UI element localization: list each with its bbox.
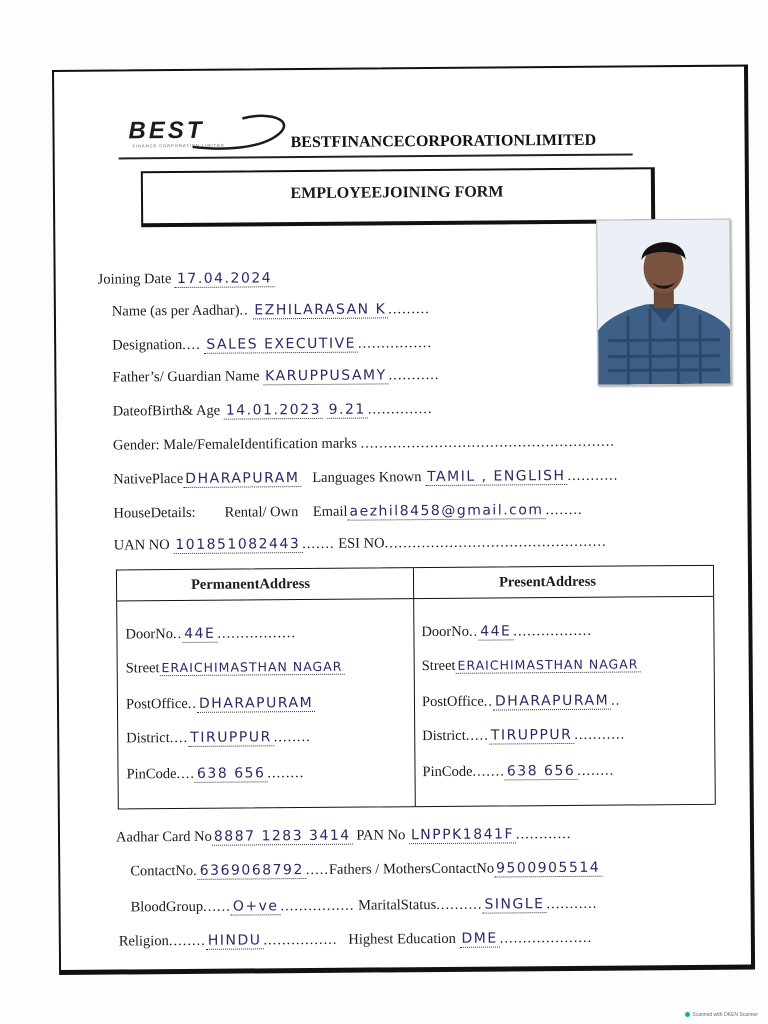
- person-photo-icon: [597, 220, 730, 385]
- religion-education-row: Religion........ HINDU ................ Highest Education DME ....................: [118, 929, 593, 950]
- perm-post-value[interactable]: DHARAPURAM: [197, 695, 315, 713]
- form-title-box: [141, 167, 655, 227]
- pres-door-row: DoorNo.. 44E .................: [421, 622, 593, 641]
- email-value[interactable]: aezhil8458@gmail.com: [347, 502, 545, 521]
- perm-pin-label: PinCode: [126, 766, 177, 783]
- perm-street-value[interactable]: ERAICHIMASTHAN NAGAR: [159, 659, 344, 676]
- joining-date-value[interactable]: 17.04.2024: [175, 270, 274, 288]
- logo-text: BEST: [128, 116, 205, 145]
- address-table: [116, 565, 716, 810]
- gender-label: Gender:: [112, 437, 160, 454]
- pres-post-row: PostOffice.. DHARAPURAM ..: [421, 692, 621, 711]
- uan-esi-row: UAN NO 101851082443 ....... ESI NO................................................: [113, 533, 607, 554]
- native-place-label: NativePlace: [113, 470, 184, 488]
- religion-value[interactable]: HINDU: [206, 932, 264, 949]
- joining-date-label: Joining Date: [97, 271, 172, 288]
- uan-value[interactable]: 101851082443: [173, 536, 302, 554]
- pres-post-label: PostOffice: [421, 693, 484, 711]
- present-address-header: PresentAddress: [498, 573, 597, 591]
- parent-contact-value[interactable]: 9500905514: [494, 860, 602, 878]
- marital-value[interactable]: SINGLE: [482, 896, 546, 914]
- esi-label: ESI NO: [338, 535, 385, 552]
- perm-post-label: PostOffice: [125, 695, 188, 713]
- languages-value[interactable]: TAMIL , ENGLISH: [425, 468, 568, 486]
- house-email-row: HouseDetails: Rental/ Own Email aezhil8458@gmail.com ........: [113, 501, 583, 522]
- email-label: Email: [312, 503, 348, 520]
- permanent-address-header: PermanentAddress: [190, 575, 311, 593]
- pres-district-label: District: [422, 727, 466, 745]
- perm-pin-value[interactable]: 638 656: [195, 765, 268, 783]
- perm-street-label: Street: [125, 660, 160, 677]
- father-name-label: Father’s/ Guardian Name: [112, 368, 260, 386]
- perm-door-label: DoorNo: [125, 626, 174, 643]
- scanner-stamp-text: Scanned with OKEN Scanner: [692, 1012, 758, 1018]
- contact-value[interactable]: 6369068792: [198, 862, 306, 880]
- form-page: [52, 65, 755, 975]
- father-name-value[interactable]: KARUPPUSAMY: [263, 367, 389, 385]
- dob-value[interactable]: 14.01.2023: [224, 402, 323, 420]
- dob-label: DateofBirth& Age: [112, 402, 221, 420]
- education-value[interactable]: DME: [459, 931, 499, 948]
- parent-contact-label: Fathers / MothersContactNo: [328, 860, 495, 878]
- pres-pin-row: PinCode....... 638 656 ........: [422, 762, 615, 781]
- perm-door-row: DoorNo.. 44E .................: [125, 625, 297, 643]
- perm-post-row: PostOffice.. DHARAPURAM: [126, 695, 315, 713]
- company-logo: [122, 112, 290, 153]
- pres-street-value[interactable]: ERAICHIMASTHAN NAGAR: [455, 656, 640, 673]
- blood-group-value[interactable]: O+ve: [231, 898, 281, 915]
- pres-pin-label: PinCode: [422, 763, 473, 781]
- pres-door-value[interactable]: 44E: [478, 623, 513, 640]
- pan-value[interactable]: LNPPK1841F: [409, 826, 516, 844]
- company-name: BESTFINANCECORPORATIONLIMITED: [290, 131, 597, 152]
- contact-label: ContactNo: [130, 862, 194, 880]
- perm-district-value[interactable]: TIRUPPUR: [188, 729, 274, 747]
- perm-street-row: [126, 659, 345, 678]
- house-details-label: HouseDetails:: [113, 504, 196, 522]
- native-place-value[interactable]: DHARAPURAM: [183, 470, 301, 488]
- marital-label: MaritalStatus: [358, 897, 437, 914]
- identification-label: Identification marks: [239, 435, 358, 453]
- name-value[interactable]: EZHILARASAN K: [252, 301, 388, 319]
- pres-pin-value[interactable]: 638 656: [505, 763, 578, 781]
- gender-options[interactable]: Male/Female: [163, 436, 240, 454]
- contact-row: ContactNo. 6369068792 .....Fathers / MothersContactNo 9500905514: [130, 860, 602, 881]
- designation-value[interactable]: SALES EXECUTIVE: [204, 336, 358, 354]
- aadhar-pan-row: Aadhar Card No 8887 1283 3414 PAN No LNPPK1841F ............: [115, 825, 572, 846]
- education-label: Highest Education: [348, 930, 456, 948]
- perm-door-value[interactable]: 44E: [182, 626, 217, 643]
- blood-marital-row: BloodGroup...... O+ve ................ MaritalStatus.......... SINGLE ...........: [130, 895, 598, 916]
- scanner-logo-icon: [685, 1012, 690, 1017]
- house-options[interactable]: Rental/ Own: [224, 504, 299, 521]
- father-name-row: Father’s/ Guardian Name KARUPPUSAMY ...........: [112, 366, 440, 386]
- pres-street-row: [422, 656, 641, 675]
- pres-post-value[interactable]: DHARAPURAM: [493, 693, 611, 711]
- applicant-photo: [596, 219, 731, 386]
- native-languages-row: NativePlace DHARAPURAM Languages Known TAMIL , ENGLISH ...........: [113, 467, 619, 488]
- uan-label: UAN NO: [113, 537, 170, 554]
- logo-subtext: FINANCE CORPORATION LIMITED: [132, 142, 225, 149]
- name-row: Name (as per Aadhar).. EZHILARASAN K .........: [111, 301, 430, 320]
- religion-label: Religion: [118, 933, 169, 950]
- designation-label: Designation: [112, 336, 183, 354]
- gender-row: Gender: Male/FemaleIdentification marks .......................................................: [112, 433, 616, 454]
- pres-door-label: DoorNo: [421, 623, 470, 641]
- perm-pin-row: PinCode.... 638 656 ........: [126, 765, 305, 783]
- pres-district-value[interactable]: TIRUPPUR: [489, 727, 575, 745]
- form-title: EMPLOYEEJOINING FORM: [290, 183, 504, 203]
- perm-district-label: District: [126, 730, 170, 747]
- perm-district-row: District.... TIRUPPUR ........: [126, 728, 311, 747]
- name-label: Name (as per Aadhar): [111, 302, 240, 320]
- languages-label: Languages Known: [312, 469, 422, 486]
- dob-age-row: DateofBirth& Age 14.01.2023 9.21 ..............: [112, 401, 433, 420]
- joining-date-row: [98, 270, 275, 288]
- pan-label: PAN No: [356, 827, 406, 844]
- company-underline: [119, 153, 633, 159]
- blood-group-label: BloodGroup: [130, 898, 204, 916]
- aadhar-label: Aadhar Card No: [115, 828, 212, 846]
- age-value[interactable]: 9.21: [327, 402, 368, 419]
- scanner-stamp: [685, 1012, 758, 1018]
- aadhar-value[interactable]: 8887 1283 3414: [212, 828, 353, 846]
- pres-street-label: Street: [421, 657, 456, 675]
- pres-district-row: District..... TIRUPPUR ...........: [422, 726, 626, 745]
- designation-row: Designation.... SALES EXECUTIVE ................: [112, 335, 433, 354]
